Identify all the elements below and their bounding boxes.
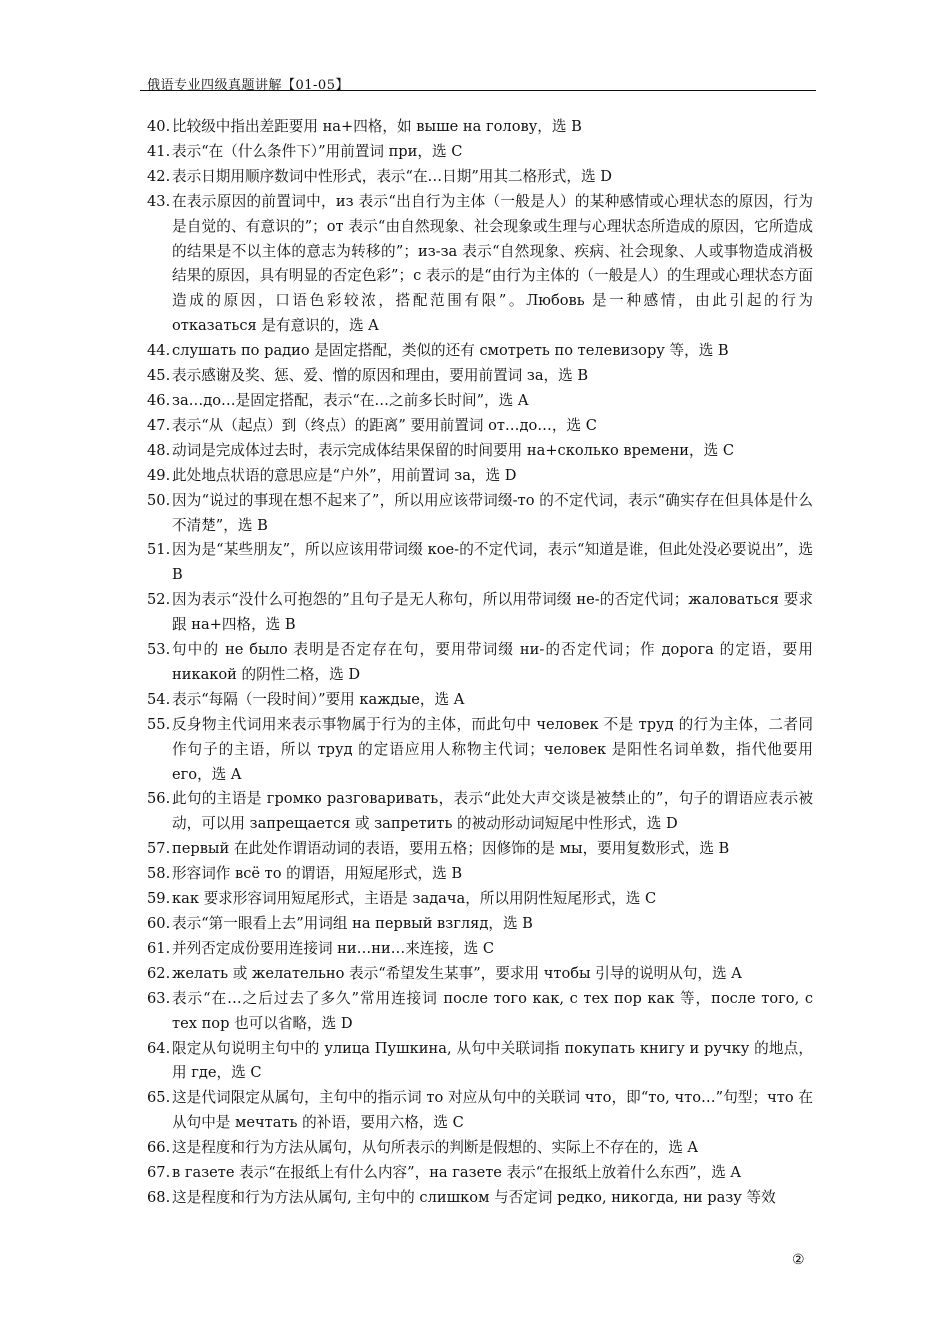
- item-number: 51.: [147, 541, 171, 559]
- item-number: 52.: [147, 591, 171, 609]
- item-text: 比较级中指出差距要用 на+四格，如 выше на голову，选 B: [172, 118, 582, 135]
- item-number: 61.: [147, 939, 171, 957]
- item-number: 41.: [147, 142, 171, 160]
- list-item: [147, 887, 813, 912]
- item-text: 此处地点状语的意思应是“户外”，用前置词 за，选 D: [172, 466, 517, 484]
- list-item: [147, 165, 813, 190]
- item-text: 因为是“某些朋友”，所以应该用带词缀 кое-的不定代词，表示“知道是谁，但此处没必要说出”，选 B: [172, 541, 813, 584]
- item-text: 形容词作 всё то 的谓语，用短尾形式，选 B: [172, 865, 463, 883]
- list-item: [147, 489, 813, 539]
- header-rule: [140, 90, 816, 91]
- item-text: первый 在此处作谓语动词的表语，要用五格；因修饰的是 мы，要用复数形式，选 B: [172, 840, 730, 858]
- list-item: [147, 787, 813, 837]
- item-number: 66.: [147, 1139, 171, 1157]
- item-text: 动词是完成体过去时，表示完成体结果保留的时间要用 на+сколько времени，选 C: [172, 441, 735, 459]
- item-text: 这是代词限定从属句，主句中的指示词 то 对应从句中的关联词 что，即“то, что…”句型；что 在从句中是 мечтать 的补语，要用六格，选 C: [172, 1089, 813, 1132]
- list-item: [147, 862, 813, 887]
- item-text: 因为“说过的事现在想不起来了”，所以用应该带词缀-то 的不定代词，表示“确实存在但具体是什么不清楚”，选 B: [172, 491, 813, 534]
- list-item: [147, 439, 813, 464]
- list-item: [147, 389, 813, 414]
- item-number: 47.: [147, 416, 171, 434]
- item-text: 因为表示“没什么可抱怨的”且句子是无人称句，所以用带词缀 не-的否定代词；жаловаться 要求跟 на+四格，选 B: [172, 591, 813, 634]
- item-text: слушать по радио 是固定搭配，类似的还有 смотреть по телевизору 等，选 B: [172, 342, 729, 360]
- item-number: 53.: [147, 641, 171, 659]
- list-item: [147, 1037, 813, 1087]
- item-text: 并列否定成份要用连接词 ни…ни…来连接，选 C: [172, 939, 495, 957]
- list-item: [147, 1186, 813, 1211]
- page-number: ②: [792, 1252, 805, 1268]
- item-number: 63.: [147, 989, 171, 1007]
- item-number: 45.: [147, 367, 171, 385]
- item-text: за…до…是固定搭配，表示“在…之前多长时间”，选 A: [172, 391, 529, 409]
- item-text: 这是程度和行为方法从属句，从句所表示的判断是假想的、实际上不存在的，选 A: [172, 1139, 698, 1157]
- item-text: 表示“第一眼看上去”用词组 на первый взгляд，选 B: [172, 915, 533, 932]
- item-number: 46.: [147, 391, 171, 409]
- header-title: 俄语专业四级真题讲解【01-05】: [147, 78, 349, 93]
- list-item: [147, 912, 813, 937]
- list-item: [147, 538, 813, 588]
- item-text: желать 或 желательно 表示“希望发生某事”，要求用 чтобы 引导的说明从句，选 A: [172, 964, 742, 982]
- item-text: 这是程度和行为方法从属句, 主句中的 слишком 与否定词 редко, никогда, ни разу 等效: [172, 1188, 776, 1206]
- item-text: 反身物主代词用来表示事物属于行为的主体，而此句中 человек 不是 труд 的行为主体，二者同作句子的主语，所以 труд 的定语应用人称物主代词；человек 是阳性名词单数，指代他要用 его，选 A: [172, 715, 813, 783]
- list-item: [147, 837, 813, 862]
- list-item: [147, 339, 813, 364]
- item-number: 60.: [147, 915, 171, 932]
- list-item: [147, 588, 813, 638]
- item-text: 表示“在（什么条件下）”用前置词 при，选 C: [172, 142, 463, 160]
- list-item: [147, 638, 813, 688]
- item-text: 表示“在…之后过去了多久”常用连接词 после того как, с тех пор как 等，после того, с тех пор 也可以省略，选 D: [172, 989, 813, 1032]
- list-item: [147, 140, 813, 165]
- item-text: 表示“每隔（一段时间）”要用 каждые，选 A: [172, 690, 465, 708]
- item-number: 49.: [147, 466, 171, 484]
- item-number: 67.: [147, 1164, 171, 1182]
- item-number: 48.: [147, 441, 171, 459]
- item-number: 62.: [147, 964, 171, 982]
- list-item: [147, 464, 813, 489]
- item-text: 表示感谢及奖、惩、爱、憎的原因和理由，要用前置词 за，选 B: [172, 367, 589, 385]
- list-item: [147, 1161, 813, 1186]
- item-text: 限定从句说明主句中的 улица Пушкина, 从句中关联词指 покупать книгу и ручку 的地点，用 где，选 C: [172, 1039, 813, 1082]
- list-item: [147, 937, 813, 962]
- item-number: 40.: [147, 118, 171, 135]
- item-text: 在表示原因的前置词中，из 表示“出自行为主体（一般是人）的某种感情或心理状态的原因，行为是自觉的、有意识的”；от 表示“由自然现象、社会现象或生理与心理状态所造成的原因，它所造成的结果是不以主体的意志为转移的”；из-за 表示“自然现象、疾病、社会现象、人或事物造成消极结果的原因，具有明显的否定色彩”；с 表示的是“由行为主体的（一般是人）的生理或心理状态方面造成的原因，口语色彩较浓，搭配范围有限”。Любовь 是一种感情，由此引起的行为 отказаться 是有意识的，选 A: [172, 192, 813, 335]
- list-item: [147, 115, 813, 140]
- item-text: 句中的 не было 表明是否定存在句，要用带词缀 ни-的否定代词；作 дорога 的定语，要用 никакой 的阴性二格，选 D: [172, 641, 813, 683]
- item-number: 42.: [147, 167, 171, 185]
- list-item: [147, 987, 813, 1037]
- item-number: 54.: [147, 690, 171, 708]
- list-item: [147, 190, 813, 339]
- item-number: 43.: [147, 192, 171, 210]
- list-item: [147, 688, 813, 713]
- item-text: в газете 表示“在报纸上有什么内容”，на газете 表示“在报纸上放着什么东西”，选 A: [172, 1164, 741, 1182]
- list-item: [147, 1086, 813, 1136]
- list-item: [147, 364, 813, 389]
- item-number: 65.: [147, 1089, 171, 1107]
- item-text: 表示“从（起点）到（终点）的距离” 要用前置词 от…до…，选 C: [172, 416, 597, 434]
- item-text: 表示日期用顺序数词中性形式，表示“在…日期”用其二格形式，选 D: [172, 167, 612, 185]
- item-number: 58.: [147, 865, 171, 883]
- item-number: 50.: [147, 491, 171, 509]
- list-item: [147, 414, 813, 439]
- item-number: 57.: [147, 840, 171, 858]
- item-text: 此句的主语是 громко разговаривать，表示“此处大声交谈是被禁止的”，句子的谓语应表示被动，可以用 запрещается 或 запретить 的被动形动词短尾中性形式，选 D: [172, 790, 813, 833]
- item-number: 64.: [147, 1039, 171, 1057]
- item-number: 59.: [147, 890, 171, 908]
- item-number: 56.: [147, 790, 171, 808]
- item-text: как 要求形容词用短尾形式，主语是 задача，所以用阴性短尾形式，选 C: [172, 890, 657, 908]
- list-item: [147, 962, 813, 987]
- item-number: 44.: [147, 342, 171, 360]
- list-item: [147, 1136, 813, 1161]
- item-number: 68.: [147, 1188, 171, 1206]
- answer-list: [147, 115, 813, 1211]
- item-number: 55.: [147, 715, 171, 733]
- list-item: [147, 713, 813, 788]
